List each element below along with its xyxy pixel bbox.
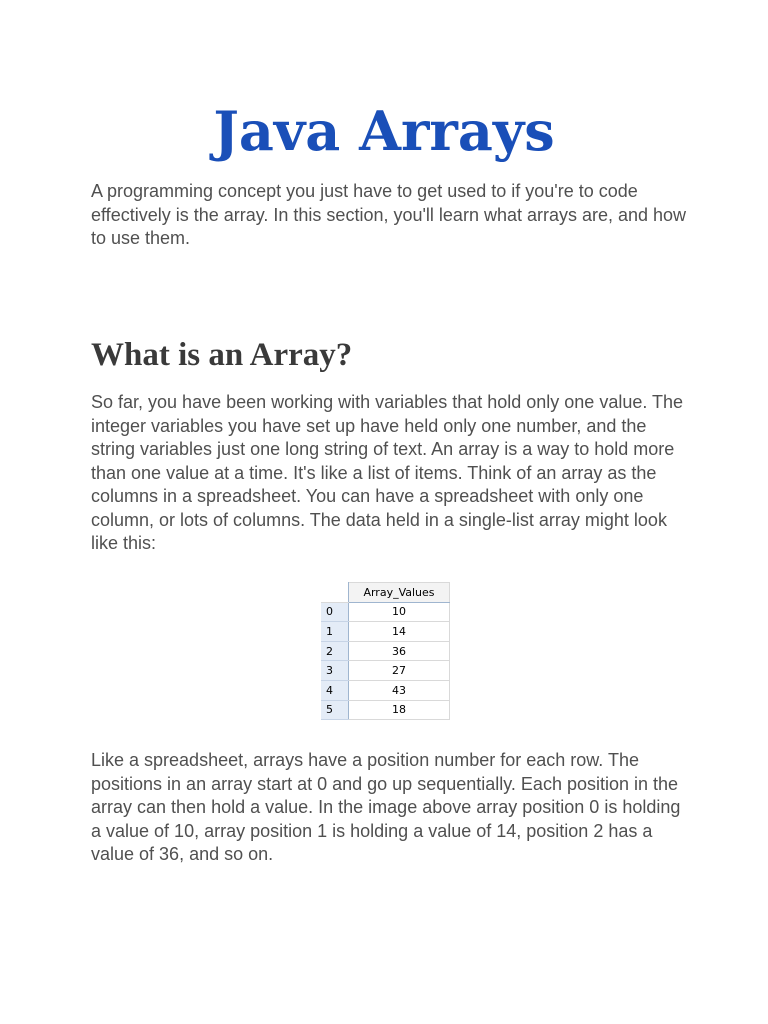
- intro-paragraph: A programming concept you just have to get used to if you're to code effectively is the array. In this section, you'll learn what arrays are, and how to use them.: [91, 181, 687, 248]
- row-value: 10: [349, 602, 450, 622]
- row-index: 1: [321, 622, 349, 642]
- array-spreadsheet-image: [321, 582, 450, 720]
- row-value: 27: [349, 661, 450, 681]
- explanation-paragraph: Like a spreadsheet, arrays have a position number for each row. The positions in an array start at 0 and go up sequentially. Each position in the array can then hold a value. In the image above array position 0 is holding a value of 10, array position 1 is holding a value of 14, position 2 has a value of 36, and so on.: [91, 750, 681, 864]
- row-value: 43: [349, 680, 450, 700]
- row-index: 2: [321, 641, 349, 661]
- spreadsheet-row: [321, 641, 450, 661]
- spreadsheet-row: [321, 622, 450, 642]
- page-title: Java Arrays: [213, 99, 555, 163]
- row-index: 3: [321, 661, 349, 681]
- section-paragraph: So far, you have been working with variables that hold only one value. The integer variables you have set up have held only one number, and the string variables just one long string of text. An array is a way to hold more than one value at a time. It's like a list of items. Think of an array as the columns in a spreadsheet. You can have a spreadsheet with only one column, or lots of columns. The data held in a single-list array might look like this:: [91, 392, 684, 553]
- spreadsheet-row: [321, 602, 450, 622]
- spreadsheet-row: [321, 700, 450, 720]
- row-value: 14: [349, 622, 450, 642]
- row-index: 4: [321, 680, 349, 700]
- row-value: 36: [349, 641, 450, 661]
- spreadsheet-row: [321, 680, 450, 700]
- column-header: Array_Values: [349, 583, 450, 603]
- row-index: 5: [321, 700, 349, 720]
- spreadsheet-row: [321, 661, 450, 681]
- spreadsheet-corner-cell: [321, 583, 349, 603]
- section-heading: What is an Array?: [91, 337, 353, 373]
- row-index: 0: [321, 602, 349, 622]
- row-value: 18: [349, 700, 450, 720]
- spreadsheet-header-row: [321, 583, 450, 603]
